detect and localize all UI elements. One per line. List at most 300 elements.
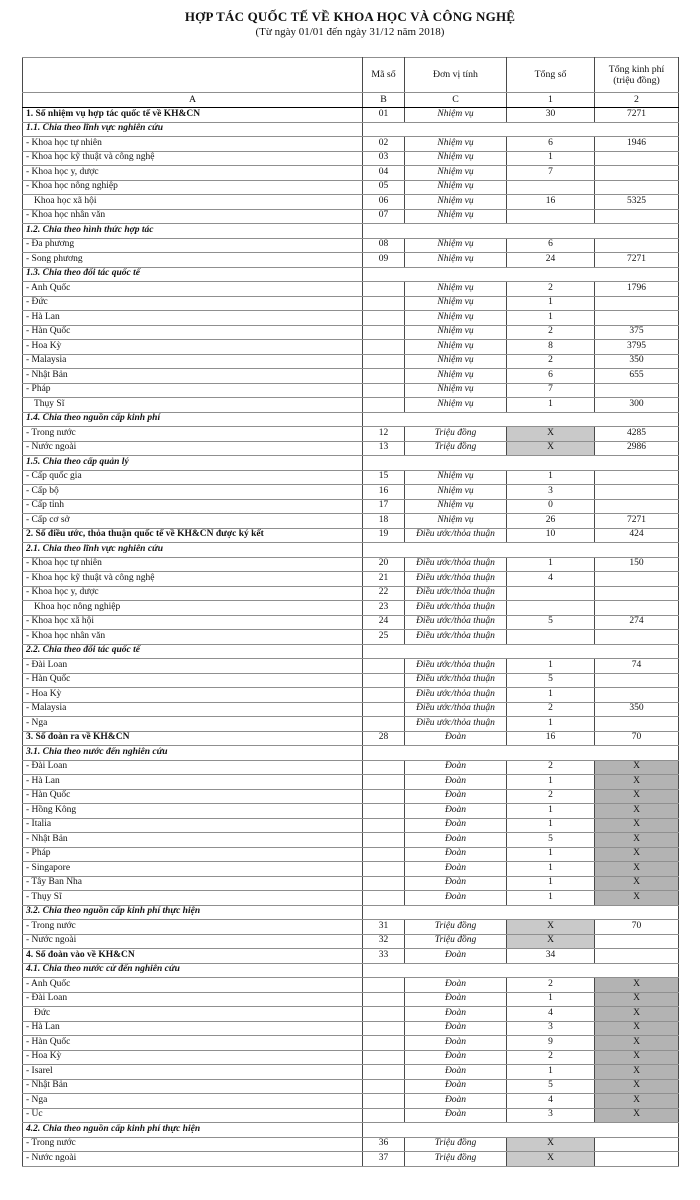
cell-unit: Đoàn bbox=[405, 1007, 507, 1022]
table-row bbox=[23, 615, 679, 630]
cell-code bbox=[363, 354, 405, 369]
cell-unit: Nhiệm vụ bbox=[405, 383, 507, 398]
cell-unit: Nhiệm vụ bbox=[405, 137, 507, 152]
cell-fund: 4285 bbox=[595, 427, 679, 442]
cell-total bbox=[507, 630, 595, 645]
cell-total: 1 bbox=[507, 847, 595, 862]
table-row bbox=[23, 1152, 679, 1167]
table-row bbox=[23, 383, 679, 398]
cell-code bbox=[363, 818, 405, 833]
header-cell-unit: Đơn vị tính bbox=[405, 58, 507, 93]
cell-code bbox=[363, 1065, 405, 1080]
cell-fund: X bbox=[595, 775, 679, 790]
cell-fund bbox=[595, 717, 679, 732]
cell-label: - Hà Lan bbox=[23, 1021, 363, 1036]
cell-label: - Đức bbox=[23, 296, 363, 311]
cell-total: X bbox=[507, 934, 595, 949]
cell-fund bbox=[595, 601, 679, 616]
table-row bbox=[23, 369, 679, 384]
section-row bbox=[23, 644, 679, 659]
cell-label: - Singapore bbox=[23, 862, 363, 877]
cell-fund bbox=[595, 1152, 679, 1167]
cell-fund: X bbox=[595, 1065, 679, 1080]
cell-label: - Hà Lan bbox=[23, 311, 363, 326]
cell-fund bbox=[595, 166, 679, 181]
cell-total: 4 bbox=[507, 1007, 595, 1022]
cell-code bbox=[363, 325, 405, 340]
cell-code: 01 bbox=[363, 108, 405, 123]
cell-unit: Triệu đồng bbox=[405, 427, 507, 442]
cell-fund: 2986 bbox=[595, 441, 679, 456]
table-row bbox=[23, 659, 679, 674]
cell-label: 4.1. Chia theo nước cử đến nghiên cứu bbox=[23, 963, 363, 978]
cell-fund: X bbox=[595, 760, 679, 775]
cell-unit: Nhiệm vụ bbox=[405, 470, 507, 485]
cell-code: 18 bbox=[363, 514, 405, 529]
table-row bbox=[23, 876, 679, 891]
cell-fund: 74 bbox=[595, 659, 679, 674]
cell-code bbox=[363, 876, 405, 891]
cell-unit: Triệu đồng bbox=[405, 920, 507, 935]
cell-unit: Đoàn bbox=[405, 804, 507, 819]
cell-code bbox=[363, 789, 405, 804]
cell-fund bbox=[595, 180, 679, 195]
cell-label: - Đài Loan bbox=[23, 992, 363, 1007]
cell-fund bbox=[595, 499, 679, 514]
cell-code: 37 bbox=[363, 1152, 405, 1167]
cell-total bbox=[507, 601, 595, 616]
cell-code bbox=[363, 659, 405, 674]
cell-total: X bbox=[507, 441, 595, 456]
cell-label: - Hàn Quốc bbox=[23, 1036, 363, 1051]
cell-total: 2 bbox=[507, 789, 595, 804]
cell-code: 08 bbox=[363, 238, 405, 253]
cell-fund: 7271 bbox=[595, 253, 679, 268]
cell-code bbox=[363, 775, 405, 790]
cell-fund: X bbox=[595, 818, 679, 833]
cell-total: 1 bbox=[507, 804, 595, 819]
table-row bbox=[23, 891, 679, 906]
cell-total: 6 bbox=[507, 137, 595, 152]
cell-fund: X bbox=[595, 992, 679, 1007]
section-row bbox=[23, 412, 679, 427]
cell-label: - Nga bbox=[23, 717, 363, 732]
table-row bbox=[23, 673, 679, 688]
table-row bbox=[23, 630, 679, 645]
section-row bbox=[23, 543, 679, 558]
cell-unit: Nhiệm vụ bbox=[405, 398, 507, 413]
cell-fund bbox=[595, 485, 679, 500]
cell-fund bbox=[595, 296, 679, 311]
cell-fund bbox=[595, 209, 679, 224]
cell-unit: Nhiệm vụ bbox=[405, 151, 507, 166]
cell-label: 3. Số đoàn ra về KH&CN bbox=[23, 731, 363, 746]
cell-fund: 7271 bbox=[595, 108, 679, 123]
cell-code bbox=[363, 340, 405, 355]
cell-unit: Đoàn bbox=[405, 876, 507, 891]
table-row bbox=[23, 601, 679, 616]
cell-label: - Khoa học y, dược bbox=[23, 586, 363, 601]
header-row bbox=[23, 58, 679, 93]
cell-label: Khoa học nông nghiệp bbox=[23, 601, 363, 616]
cell-unit: Điều ước/thỏa thuận bbox=[405, 601, 507, 616]
cell-fund bbox=[595, 673, 679, 688]
cell-unit: Nhiệm vụ bbox=[405, 325, 507, 340]
cell-unit: Điều ước/thỏa thuận bbox=[405, 717, 507, 732]
cell-fund bbox=[595, 572, 679, 587]
cell-code: 25 bbox=[363, 630, 405, 645]
cell-label: - Nước ngoài bbox=[23, 441, 363, 456]
cell-code bbox=[363, 688, 405, 703]
cell-total: 5 bbox=[507, 615, 595, 630]
cell-total: 5 bbox=[507, 1079, 595, 1094]
cell-unit: Đoàn bbox=[405, 862, 507, 877]
cell-total: 34 bbox=[507, 949, 595, 964]
cell-label: - Khoa học kỹ thuật và công nghệ bbox=[23, 151, 363, 166]
cell-fund: 655 bbox=[595, 369, 679, 384]
cell-unit: Đoàn bbox=[405, 992, 507, 1007]
cell-code bbox=[363, 992, 405, 1007]
table-row bbox=[23, 572, 679, 587]
cell-fund bbox=[595, 688, 679, 703]
table-row bbox=[23, 702, 679, 717]
table-row bbox=[23, 253, 679, 268]
cell-total: 1 bbox=[507, 659, 595, 674]
cell-unit: Đoàn bbox=[405, 818, 507, 833]
cell-unit: Triệu đồng bbox=[405, 441, 507, 456]
cell-fund: 1946 bbox=[595, 137, 679, 152]
cell-label: - Nhật Bản bbox=[23, 833, 363, 848]
cell-fund: 350 bbox=[595, 702, 679, 717]
cell-label: - Hàn Quốc bbox=[23, 325, 363, 340]
table-row bbox=[23, 992, 679, 1007]
cell-unit: Đoàn bbox=[405, 1065, 507, 1080]
cell-label: - Khoa học y, dược bbox=[23, 166, 363, 181]
cell-label: - Malaysia bbox=[23, 702, 363, 717]
cell-fund: 375 bbox=[595, 325, 679, 340]
cell-unit: Nhiệm vụ bbox=[405, 166, 507, 181]
page-subtitle: (Từ ngày 01/01 đến ngày 31/12 năm 2018) bbox=[255, 26, 445, 38]
cell-total: 2 bbox=[507, 978, 595, 993]
cell-label: - Hoa Kỳ bbox=[23, 1050, 363, 1065]
table-row bbox=[23, 920, 679, 935]
cell-label: - Trong nước bbox=[23, 920, 363, 935]
cell-fund: X bbox=[595, 891, 679, 906]
table-row bbox=[23, 1108, 679, 1123]
cell-unit: Đoàn bbox=[405, 833, 507, 848]
cell-label: - Khoa học nhân văn bbox=[23, 630, 363, 645]
cell-unit: Nhiệm vụ bbox=[405, 238, 507, 253]
cell-fund bbox=[595, 311, 679, 326]
cell-code: 20 bbox=[363, 557, 405, 572]
cell-section-span bbox=[363, 412, 679, 427]
section-row bbox=[23, 122, 679, 137]
cell-code: 19 bbox=[363, 528, 405, 543]
table-row bbox=[23, 775, 679, 790]
cell-unit: Đoàn bbox=[405, 949, 507, 964]
cell-code bbox=[363, 862, 405, 877]
table-row bbox=[23, 862, 679, 877]
cell-total: 6 bbox=[507, 238, 595, 253]
cell-unit: Nhiệm vụ bbox=[405, 514, 507, 529]
cell-total bbox=[507, 209, 595, 224]
table-row bbox=[23, 934, 679, 949]
table-row bbox=[23, 978, 679, 993]
header-letter-b: B bbox=[363, 93, 405, 108]
cell-label: - Italia bbox=[23, 818, 363, 833]
cell-fund bbox=[595, 238, 679, 253]
table-row bbox=[23, 760, 679, 775]
cell-unit: Nhiệm vụ bbox=[405, 108, 507, 123]
table-row bbox=[23, 833, 679, 848]
cell-total: 1 bbox=[507, 470, 595, 485]
cell-label: - Khoa học xã hội bbox=[23, 615, 363, 630]
cell-section-span bbox=[363, 543, 679, 558]
cell-total: 1 bbox=[507, 876, 595, 891]
cell-unit: Đoàn bbox=[405, 1094, 507, 1109]
table-row bbox=[23, 731, 679, 746]
cell-section-span bbox=[363, 1123, 679, 1138]
cell-code bbox=[363, 369, 405, 384]
cell-label: - Isarel bbox=[23, 1065, 363, 1080]
cell-fund bbox=[595, 586, 679, 601]
cell-fund: X bbox=[595, 804, 679, 819]
table-row bbox=[23, 557, 679, 572]
table-row bbox=[23, 180, 679, 195]
cell-total: 16 bbox=[507, 731, 595, 746]
cell-code bbox=[363, 296, 405, 311]
table-row bbox=[23, 717, 679, 732]
cell-code bbox=[363, 804, 405, 819]
cell-label: 1.1. Chia theo lĩnh vực nghiên cứu bbox=[23, 122, 363, 137]
table-row bbox=[23, 340, 679, 355]
cell-total: 1 bbox=[507, 311, 595, 326]
cell-unit: Nhiệm vụ bbox=[405, 485, 507, 500]
cell-code bbox=[363, 1079, 405, 1094]
cell-total: 5 bbox=[507, 673, 595, 688]
section-row bbox=[23, 1123, 679, 1138]
cell-unit: Nhiệm vụ bbox=[405, 296, 507, 311]
table-row bbox=[23, 398, 679, 413]
cell-unit: Điều ước/thỏa thuận bbox=[405, 528, 507, 543]
table-row bbox=[23, 325, 679, 340]
cell-total: 2 bbox=[507, 760, 595, 775]
cell-label: 1.4. Chia theo nguồn cấp kinh phí bbox=[23, 412, 363, 427]
cell-code: 24 bbox=[363, 615, 405, 630]
cell-unit: Điều ước/thỏa thuận bbox=[405, 615, 507, 630]
cell-total: 1 bbox=[507, 818, 595, 833]
table-row bbox=[23, 1050, 679, 1065]
cell-label: - Nga bbox=[23, 1094, 363, 1109]
section-row bbox=[23, 456, 679, 471]
cell-code: 28 bbox=[363, 731, 405, 746]
cell-total: 2 bbox=[507, 282, 595, 297]
cell-fund: 5325 bbox=[595, 195, 679, 210]
cell-label: - Hoa Kỳ bbox=[23, 688, 363, 703]
cell-total: 1 bbox=[507, 717, 595, 732]
cell-label: - Cấp tỉnh bbox=[23, 499, 363, 514]
cell-code: 04 bbox=[363, 166, 405, 181]
table-row bbox=[23, 137, 679, 152]
cell-total: 4 bbox=[507, 572, 595, 587]
table-row bbox=[23, 108, 679, 123]
cell-label: Thụy Sĩ bbox=[23, 398, 363, 413]
cell-label: - Khoa học tự nhiên bbox=[23, 557, 363, 572]
cell-unit: Điều ước/thỏa thuận bbox=[405, 630, 507, 645]
cell-label: - Nước ngoài bbox=[23, 1152, 363, 1167]
cell-code bbox=[363, 673, 405, 688]
cell-fund: X bbox=[595, 1050, 679, 1065]
cell-label: - Trong nước bbox=[23, 427, 363, 442]
table-row bbox=[23, 311, 679, 326]
cell-total: 2 bbox=[507, 354, 595, 369]
table-row bbox=[23, 499, 679, 514]
cell-code bbox=[363, 717, 405, 732]
cell-label: 4.2. Chia theo nguồn cấp kinh phí thực hiện bbox=[23, 1123, 363, 1138]
cell-total: 3 bbox=[507, 1021, 595, 1036]
table-row bbox=[23, 427, 679, 442]
cell-unit: Điều ước/thỏa thuận bbox=[405, 572, 507, 587]
cell-code bbox=[363, 1108, 405, 1123]
cell-code: 05 bbox=[363, 180, 405, 195]
cell-fund: 424 bbox=[595, 528, 679, 543]
cell-fund: X bbox=[595, 876, 679, 891]
cell-total: 1 bbox=[507, 296, 595, 311]
cell-label: - Cấp quốc gia bbox=[23, 470, 363, 485]
cell-code bbox=[363, 311, 405, 326]
page-title: HỢP TÁC QUỐC TẾ VỀ KHOA HỌC VÀ CÔNG NGHỆ bbox=[184, 9, 516, 24]
section-row bbox=[23, 963, 679, 978]
cell-unit: Đoàn bbox=[405, 1050, 507, 1065]
cell-total bbox=[507, 180, 595, 195]
cell-total: 2 bbox=[507, 702, 595, 717]
cell-code: 13 bbox=[363, 441, 405, 456]
table-row bbox=[23, 238, 679, 253]
cell-total: 3 bbox=[507, 1108, 595, 1123]
cell-section-span bbox=[363, 456, 679, 471]
cell-unit: Nhiệm vụ bbox=[405, 253, 507, 268]
header-cell-empty bbox=[23, 58, 363, 93]
cell-total: X bbox=[507, 920, 595, 935]
section-row bbox=[23, 746, 679, 761]
cell-label: - Hoa Kỳ bbox=[23, 340, 363, 355]
cell-total: 4 bbox=[507, 1094, 595, 1109]
cell-code bbox=[363, 978, 405, 993]
cell-fund: X bbox=[595, 1021, 679, 1036]
table-row bbox=[23, 789, 679, 804]
cell-unit: Đoàn bbox=[405, 1079, 507, 1094]
cell-unit: Điều ước/thỏa thuận bbox=[405, 659, 507, 674]
cell-code bbox=[363, 1007, 405, 1022]
table-row bbox=[23, 151, 679, 166]
cell-label: Đức bbox=[23, 1007, 363, 1022]
cell-label: - Anh Quốc bbox=[23, 978, 363, 993]
cell-total: 1 bbox=[507, 688, 595, 703]
cell-unit: Đoàn bbox=[405, 978, 507, 993]
cell-unit: Đoàn bbox=[405, 789, 507, 804]
table-row bbox=[23, 470, 679, 485]
cell-total: X bbox=[507, 427, 595, 442]
cell-label: 2. Số điều ước, thỏa thuận quốc tế về KH&CN được ký kết bbox=[23, 528, 363, 543]
header-letter-1: 1 bbox=[507, 93, 595, 108]
cell-unit: Đoàn bbox=[405, 891, 507, 906]
cell-label: 1.3. Chia theo đối tác quốc tế bbox=[23, 267, 363, 282]
cell-code: 36 bbox=[363, 1137, 405, 1152]
cell-unit: Đoàn bbox=[405, 760, 507, 775]
cell-total: 9 bbox=[507, 1036, 595, 1051]
table-row bbox=[23, 1094, 679, 1109]
cell-total: 5 bbox=[507, 833, 595, 848]
cell-label: 4. Số đoàn vào về KH&CN bbox=[23, 949, 363, 964]
report-table bbox=[22, 57, 679, 1167]
cell-label: - Hàn Quốc bbox=[23, 789, 363, 804]
cell-code: 06 bbox=[363, 195, 405, 210]
cell-section-span bbox=[363, 122, 679, 137]
cell-total: 1 bbox=[507, 862, 595, 877]
cell-label: - Anh Quốc bbox=[23, 282, 363, 297]
cell-label: Khoa học xã hội bbox=[23, 195, 363, 210]
section-row bbox=[23, 905, 679, 920]
header-letter-c: C bbox=[405, 93, 507, 108]
cell-total: 26 bbox=[507, 514, 595, 529]
cell-fund: 274 bbox=[595, 615, 679, 630]
cell-total: 1 bbox=[507, 891, 595, 906]
cell-unit: Nhiệm vụ bbox=[405, 282, 507, 297]
cell-unit: Điều ước/thỏa thuận bbox=[405, 673, 507, 688]
table-row bbox=[23, 847, 679, 862]
cell-fund: 150 bbox=[595, 557, 679, 572]
cell-total: 6 bbox=[507, 369, 595, 384]
table-row bbox=[23, 528, 679, 543]
table-row bbox=[23, 1065, 679, 1080]
table-row bbox=[23, 166, 679, 181]
table-row bbox=[23, 195, 679, 210]
cell-total: X bbox=[507, 1152, 595, 1167]
cell-total: 2 bbox=[507, 1050, 595, 1065]
header-letter-a: A bbox=[23, 93, 363, 108]
cell-code: 23 bbox=[363, 601, 405, 616]
cell-code: 21 bbox=[363, 572, 405, 587]
cell-unit: Triệu đồng bbox=[405, 1137, 507, 1152]
cell-unit: Triệu đồng bbox=[405, 934, 507, 949]
table-row bbox=[23, 209, 679, 224]
cell-fund: X bbox=[595, 789, 679, 804]
cell-total: 1 bbox=[507, 398, 595, 413]
cell-code: 12 bbox=[363, 427, 405, 442]
cell-label: - Khoa học tự nhiên bbox=[23, 137, 363, 152]
cell-unit: Nhiệm vụ bbox=[405, 369, 507, 384]
cell-label: - Pháp bbox=[23, 847, 363, 862]
cell-label: - Pháp bbox=[23, 383, 363, 398]
cell-fund: X bbox=[595, 862, 679, 877]
cell-unit: Nhiệm vụ bbox=[405, 354, 507, 369]
cell-section-span bbox=[363, 644, 679, 659]
cell-unit: Nhiệm vụ bbox=[405, 499, 507, 514]
cell-label: - Tây Ban Nha bbox=[23, 876, 363, 891]
cell-label: - Nhật Bản bbox=[23, 1079, 363, 1094]
cell-total: 8 bbox=[507, 340, 595, 355]
cell-section-span bbox=[363, 905, 679, 920]
cell-code bbox=[363, 833, 405, 848]
table-row bbox=[23, 1007, 679, 1022]
cell-unit: Đoàn bbox=[405, 1036, 507, 1051]
cell-section-span bbox=[363, 267, 679, 282]
table-row bbox=[23, 688, 679, 703]
cell-code bbox=[363, 282, 405, 297]
table-row bbox=[23, 354, 679, 369]
cell-label: 1.5. Chia theo cấp quản lý bbox=[23, 456, 363, 471]
cell-unit: Đoàn bbox=[405, 775, 507, 790]
